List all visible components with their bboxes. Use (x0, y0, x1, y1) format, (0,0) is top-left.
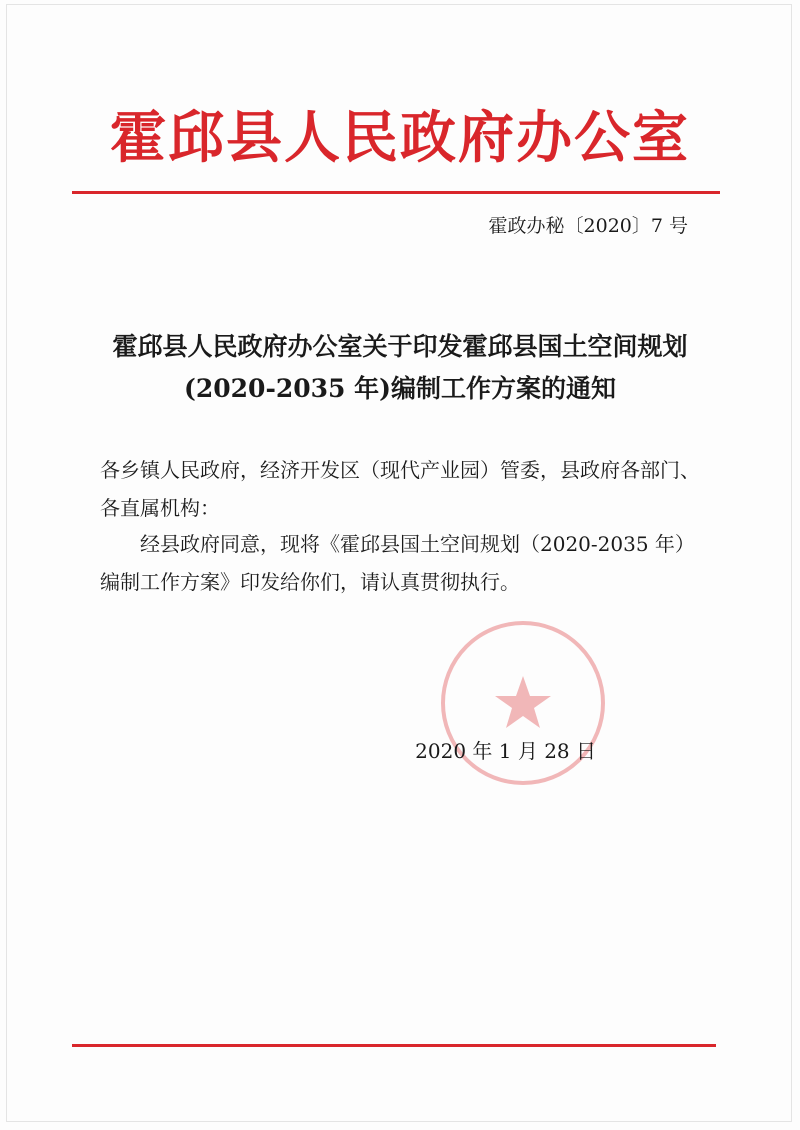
title-line-2: (2020-2035 年)编制工作方案的通知 (184, 374, 616, 403)
recipients: 各乡镇人民政府，经济开发区（现代产业园）管委，县政府各部门、各直属机构： (100, 458, 700, 520)
document-number: 霍政办秘〔2020〕7 号 (488, 215, 688, 237)
title-line-1: 霍邱县人民政府办公室关于印发霍邱县国土空间规划 (112, 332, 688, 361)
issuer-masthead: 霍邱县人民政府办公室 (110, 105, 690, 171)
body-paragraph: 经县政府同意，现将《霍邱县国土空间规划（2020-2035 年）编制工作方案》印发给你们，请认真贯彻执行。 (100, 532, 695, 594)
issue-date: 2020 年 1 月 28 日 (415, 739, 596, 763)
red-divider-bottom (72, 1044, 716, 1047)
red-divider-top (72, 191, 720, 194)
document-title (72, 326, 728, 410)
